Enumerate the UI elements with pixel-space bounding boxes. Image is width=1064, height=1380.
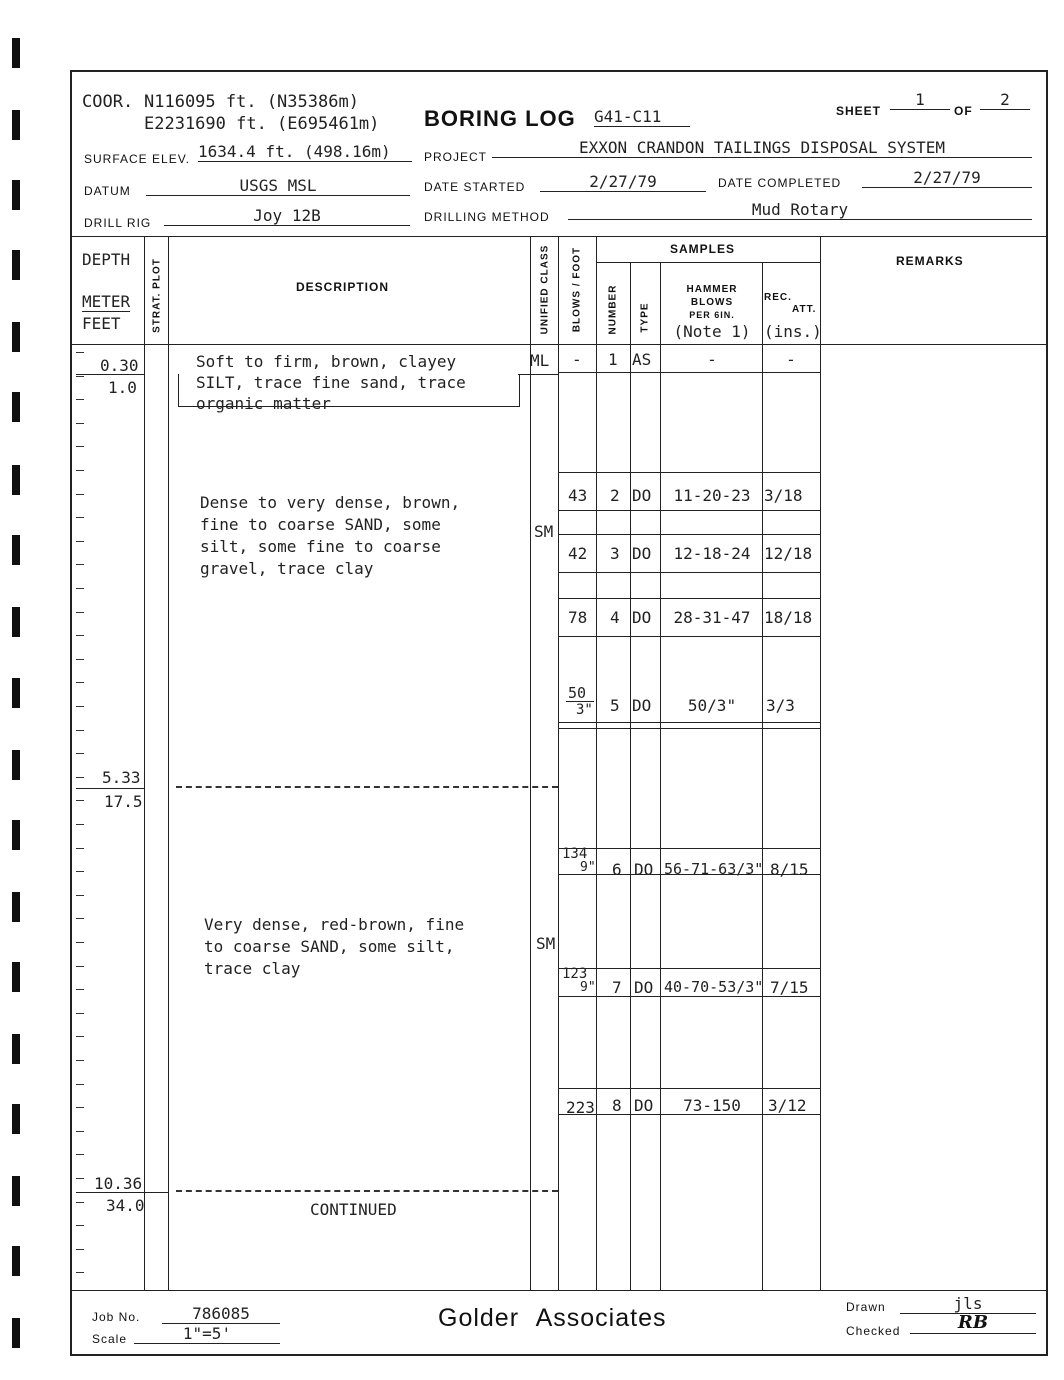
depth-tick: [76, 1036, 84, 1037]
sample-6-hammer: 56-71-63/3": [664, 860, 764, 878]
number-header: NUMBER: [607, 284, 619, 335]
depth-tick: [76, 612, 84, 613]
boring-id: G41-C11: [594, 107, 690, 127]
depth-tick: [76, 659, 84, 660]
job-no-label: Job No.: [92, 1310, 141, 1324]
depth-2-meter: 5.33: [102, 768, 141, 787]
job-no: 786085: [162, 1304, 280, 1324]
depth-tick: [76, 706, 84, 707]
col-line-strat: [168, 236, 169, 1290]
depth-tick: [76, 1060, 84, 1061]
depth-tick: [76, 564, 84, 565]
stratum-1-class: ML: [530, 351, 550, 370]
sample-1-hammer: -: [707, 350, 717, 369]
depth-tick: [76, 635, 84, 636]
depth-2-feet: 17.5: [104, 792, 143, 811]
sample-3-hammer: 12-18-24: [673, 544, 751, 563]
depth-3-meter: 10.36: [94, 1174, 143, 1193]
sheet-label: SHEET: [836, 104, 882, 118]
depth-tick: [76, 871, 84, 872]
sample-1-blows: -: [572, 350, 582, 369]
sample-4-number: 4: [610, 608, 620, 627]
drawn-label: Drawn: [846, 1300, 886, 1314]
drawn-by: jls: [900, 1294, 1036, 1314]
hammer-header-2: BLOWS: [690, 297, 734, 308]
project: EXXON CRANDON TAILINGS DISPOSAL SYSTEM: [492, 138, 1032, 158]
depth-tick: [76, 1154, 84, 1155]
depth-tick: [76, 895, 84, 896]
col-line-depth: [144, 236, 145, 1290]
stratum-3-boundary: [176, 1190, 558, 1192]
sample-5-type: DO: [632, 696, 652, 715]
sample-3-rec: 12/18: [764, 544, 813, 563]
drilling-method-label: DRILLING METHOD: [424, 210, 550, 224]
sample-5-hammer: 50/3": [687, 696, 737, 715]
sample-7-blows-top: 123: [562, 966, 588, 982]
meter-header: METER: [82, 292, 131, 311]
unified-class-header: UNIFIED CLASS: [539, 244, 551, 335]
col-line-type: [660, 262, 661, 1290]
hammer-header-1: HAMMER: [686, 284, 738, 295]
depth-2-line: [76, 788, 144, 789]
drill-rig: Joy 12B: [164, 206, 410, 226]
sample-7-hammer: 40-70-53/3": [664, 978, 764, 996]
depth-tick: [76, 470, 84, 471]
depth-tick: [76, 352, 84, 353]
sample-7-rec: 7/15: [770, 978, 809, 997]
depth-tick: [76, 399, 84, 400]
depth-tick: [76, 541, 84, 542]
depth-1-feet: 1.0: [108, 378, 137, 397]
coor-east: E2231690 ft. (E695461m): [144, 114, 380, 134]
strat-plot-header: STRAT. PLOT: [151, 258, 163, 333]
depth-tick: [76, 1131, 84, 1132]
depth-tick: [76, 966, 84, 967]
datum: USGS MSL: [146, 176, 410, 196]
sample-6-type: DO: [634, 860, 654, 879]
project-label: PROJECT: [424, 150, 488, 164]
continued-label: CONTINUED: [310, 1200, 397, 1219]
rec-header-2: ATT.: [792, 304, 817, 315]
rec-header-1: REC.: [764, 292, 792, 303]
company-name: Golder Associates: [438, 1304, 667, 1332]
col-line-blows: [596, 236, 597, 1290]
sample-6-number: 6: [612, 860, 622, 879]
sample-4-rec: 18/18: [764, 608, 813, 627]
type-header: TYPE: [639, 302, 651, 333]
footer-divider: [72, 1290, 1046, 1291]
depth-tick: [76, 494, 84, 495]
date-started-label: DATE STARTED: [424, 180, 526, 194]
sample-2-number: 2: [610, 486, 620, 505]
header-divider: [72, 236, 1046, 237]
depth-tick: [76, 376, 84, 377]
sample-6-blows-top: 134: [562, 846, 588, 862]
depth-header: DEPTH: [82, 250, 131, 269]
sample-4-hammer: 28-31-47: [673, 608, 751, 627]
sample-4-type: DO: [632, 608, 652, 627]
rec-ins: (ins.): [764, 322, 822, 341]
sample-6-blows-bottom: 9": [580, 860, 596, 875]
sheet-number: 1: [890, 90, 950, 110]
sample-5-rec: 3/3: [766, 696, 795, 715]
depth-tick: [76, 800, 84, 801]
sample-3-blows: 42: [568, 544, 588, 563]
stratum-1-description: Soft to firm, brown, clayey SILT, trace fine sand, trace organic matter: [196, 352, 466, 413]
column-header-divider: [72, 344, 1046, 345]
coor-north: N116095 ft. (N35386m): [144, 92, 359, 112]
sample-8-blows: 223: [566, 1098, 595, 1117]
sample-1-number: 1: [608, 350, 618, 369]
date-started: 2/27/79: [540, 172, 706, 192]
hammer-note: (Note 1): [673, 322, 751, 341]
sample-8-number: 8: [612, 1096, 622, 1115]
depth-tick: [76, 1202, 84, 1203]
coor-label: COOR.: [82, 92, 134, 112]
sample-7-type: DO: [634, 978, 654, 997]
col-line-desc: [530, 236, 531, 1290]
date-completed: 2/27/79: [862, 168, 1032, 188]
depth-tick: [76, 918, 84, 919]
datum-label: DATUM: [84, 184, 131, 198]
depth-1-meter: 0.30: [100, 356, 139, 375]
sample-5-blows-bottom: 3": [576, 702, 593, 718]
checked-label: Checked: [846, 1324, 901, 1338]
col-line-class: [558, 236, 559, 1290]
description-header: DESCRIPTION: [296, 280, 390, 294]
stratum-3-description: Very dense, red-brown, fine to coarse SAND, some silt, trace clay: [204, 915, 465, 978]
scale: 1"=5': [134, 1324, 280, 1344]
depth-tick: [76, 423, 84, 424]
sample-5-blows-top: 50: [568, 684, 587, 702]
depth-1-line: [76, 374, 144, 375]
drilling-method: Mud Rotary: [568, 200, 1032, 220]
depth-tick: [76, 588, 84, 589]
sample-1-rec: -: [786, 350, 796, 369]
samples-header: SAMPLES: [670, 242, 736, 256]
date-completed-label: DATE COMPLETED: [718, 176, 842, 190]
sample-3-type: DO: [632, 544, 652, 563]
stratum-1-class-line: [518, 374, 558, 375]
depth-tick: [76, 446, 84, 447]
sample-4-blows: 78: [568, 608, 588, 627]
drill-rig-label: DRILL RIG: [84, 216, 152, 230]
stratum-1-box: [178, 374, 520, 407]
stratum-2-boundary: [176, 786, 558, 788]
sample-7-blows-bottom: 9": [580, 980, 596, 995]
depth-tick: [76, 1249, 84, 1250]
depth-tick: [76, 824, 84, 825]
sample-2-rec: 3/18: [764, 486, 803, 505]
depth-tick: [76, 1107, 84, 1108]
sample-8-hammer: 73-150: [683, 1096, 741, 1115]
sample-2-blows: 43: [568, 486, 588, 505]
sample-2-type: DO: [632, 486, 652, 505]
feet-header: FEET: [82, 314, 121, 333]
stratum-2-description: Dense to very dense, brown, fine to coarse SAND, some silt, some fine to coarse gravel, trace clay: [200, 493, 461, 578]
depth-tick: [76, 1272, 84, 1273]
sample-2-hammer: 11-20-23: [673, 486, 751, 505]
depth-tick: [76, 1013, 84, 1014]
col-line-rec: [820, 236, 821, 1290]
boring-log-title: BORING LOG: [424, 106, 576, 131]
surface-elev-label: SURFACE ELEV.: [84, 152, 190, 166]
depth-tick: [76, 848, 84, 849]
depth-tick: [76, 682, 84, 683]
sample-8-rec: 3/12: [768, 1096, 807, 1115]
depth-tick: [76, 1084, 84, 1085]
depth-tick: [76, 517, 84, 518]
remarks-header: REMARKS: [896, 254, 964, 268]
depth-tick: [76, 1225, 84, 1226]
samples-divider: [596, 262, 820, 263]
depth-tick: [76, 730, 84, 731]
sample-5-number: 5: [610, 696, 620, 715]
depth-tick: [76, 753, 84, 754]
depth-tick: [76, 942, 84, 943]
depth-3-line: [76, 1192, 168, 1193]
blows-foot-header: BLOWS / FOOT: [571, 246, 583, 333]
hammer-header-3: PER 6IN.: [689, 310, 735, 320]
surface-elev: 1634.4 ft. (498.16m): [198, 142, 412, 162]
col-line-number: [630, 262, 631, 1290]
col-line-hammer: [762, 262, 763, 1290]
of-label: OF: [954, 104, 973, 118]
checked-by-initials: RB: [910, 1312, 1036, 1334]
sheet-total: 2: [980, 90, 1030, 110]
sample-1-type: AS: [632, 350, 652, 369]
depth-tick: [76, 777, 84, 778]
sample-3-number: 3: [610, 544, 620, 563]
depth-tick: [76, 989, 84, 990]
depth-3-feet: 34.0: [106, 1196, 145, 1215]
scale-label: Scale: [92, 1332, 128, 1346]
depth-tick: [76, 1178, 84, 1179]
sample-8-type: DO: [634, 1096, 654, 1115]
stratum-3-class: SM: [536, 934, 556, 953]
stratum-2-class: SM: [534, 522, 554, 541]
sample-6-rec: 8/15: [770, 860, 809, 879]
sample-7-number: 7: [612, 978, 622, 997]
